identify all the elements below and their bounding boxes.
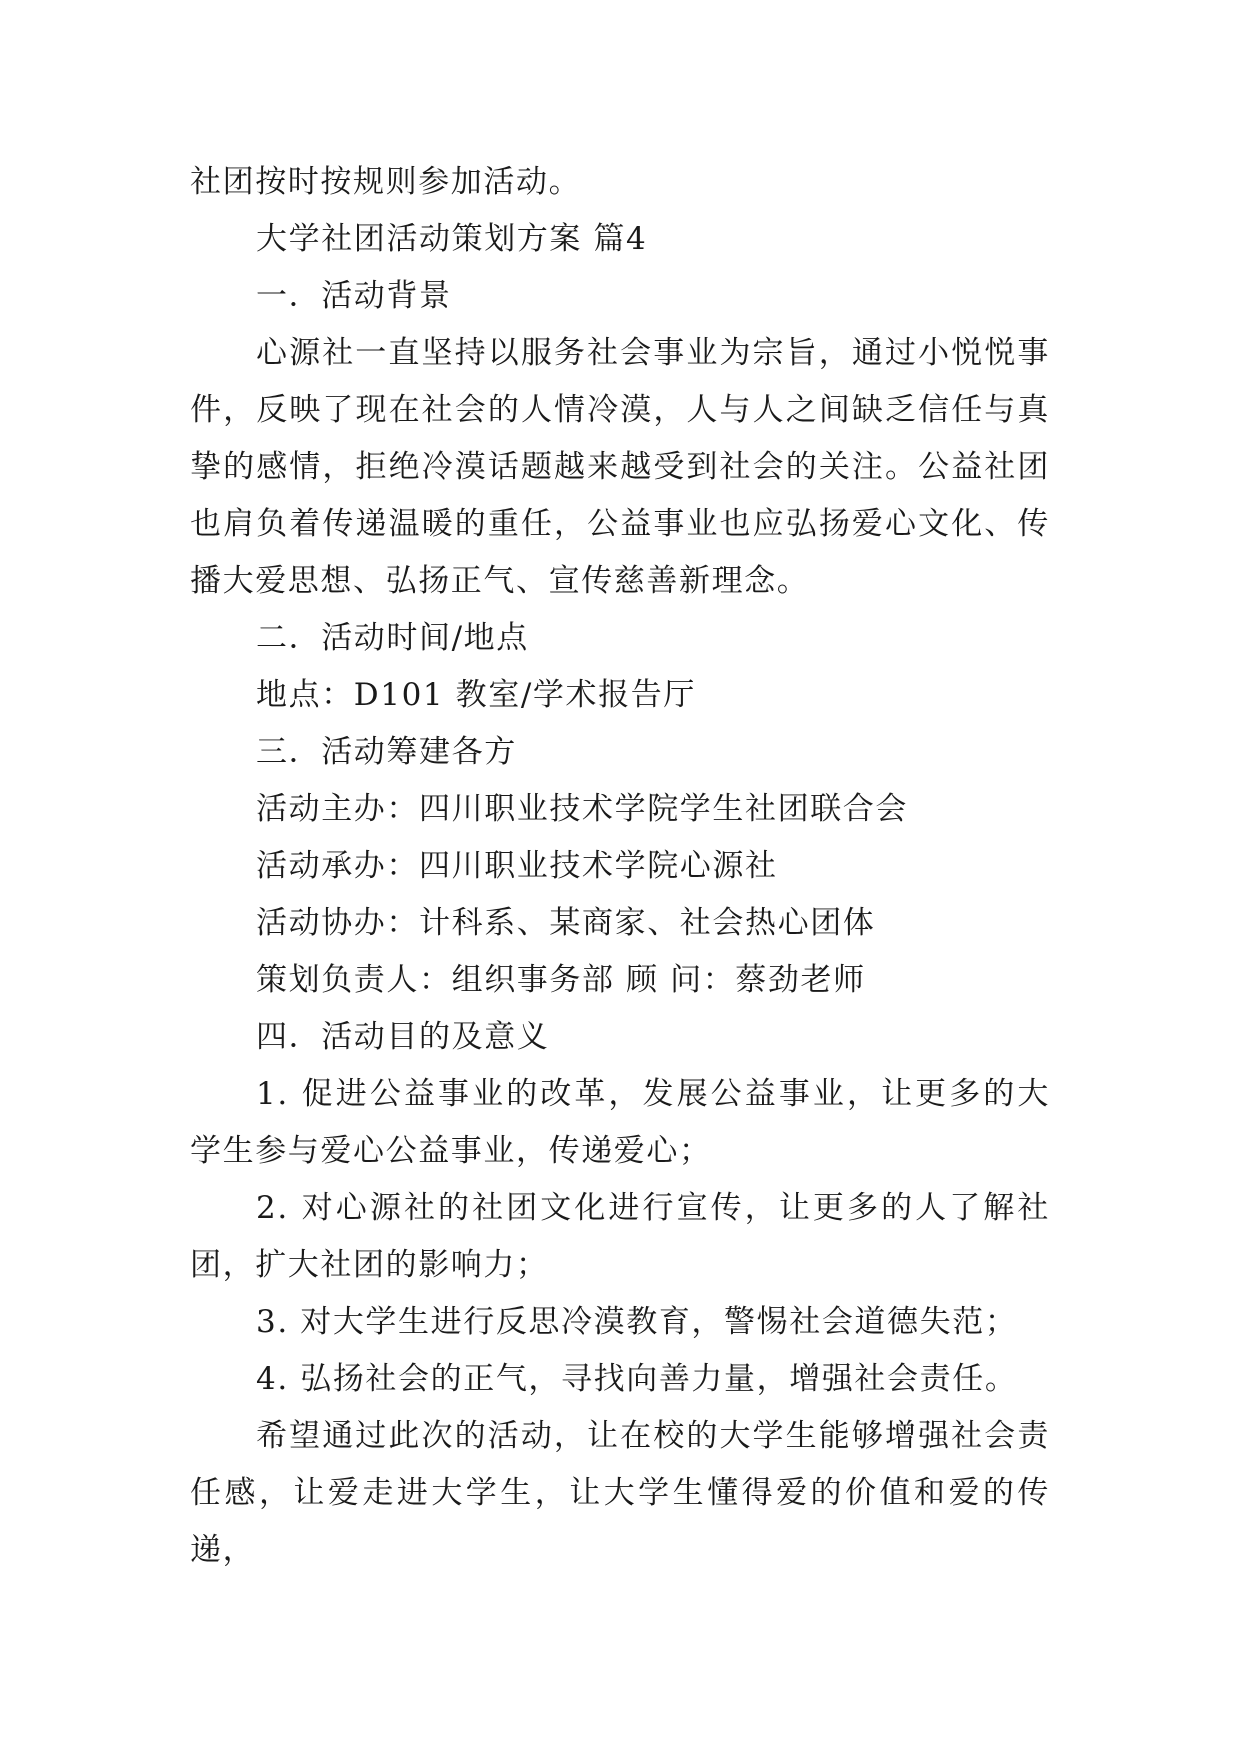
paragraph-co-organizer: 活动协办：计科系、某商家、社会热心团体 xyxy=(256,905,876,941)
heading-purpose: 四．活动目的及意义 xyxy=(256,1019,550,1055)
paragraph-continuation: 社团按时按规则参加活动。 xyxy=(190,164,582,200)
list-item-purpose-3: 3. 对大学生进行反思冷漠教育，警惕社会道德失范； xyxy=(256,1304,1018,1340)
list-item-purpose-2: 2. 对心源社的社团文化进行宣传，让更多的人了解社团，扩大社团的影响力； xyxy=(190,1190,1050,1283)
paragraph-planner: 策划负责人：组织事务部 顾 问：蔡劲老师 xyxy=(256,962,866,998)
paragraph-undertaker: 活动承办：四川职业技术学院心源社 xyxy=(256,848,778,884)
list-item-purpose-4: 4. 弘扬社会的正气，寻找向善力量，增强社会责任。 xyxy=(256,1361,1018,1397)
heading-organizers: 三．活动筹建各方 xyxy=(256,734,517,770)
list-item-purpose-1: 1. 促进公益事业的改革，发展公益事业，让更多的大学生参与爱心公益事业，传递爱心； xyxy=(190,1076,1050,1169)
paragraph-hope: 希望通过此次的活动，让在校的大学生能够增强社会责任感，让爱走进大学生，让大学生懂得爱的价值和爱的传递， xyxy=(190,1418,1050,1568)
paragraph-location: 地点：D101 教室/学术报告厅 xyxy=(256,677,696,713)
paragraph-background: 心源社一直坚持以服务社会事业为宗旨，通过小悦悦事件，反映了现在社会的人情冷漠，人与人之间缺乏信任与真挚的感情，拒绝冷漠话题越来越受到社会的关注。公益社团也肩负着传递温暖的重任，公益事业也应弘扬爱心文化、传播大爱思想、弘扬正气、宣传慈善新理念。 xyxy=(190,335,1050,599)
document-body xyxy=(190,154,1050,1579)
paragraph-host: 活动主办：四川职业技术学院学生社团联合会 xyxy=(256,791,908,827)
section-title: 大学社团活动策划方案 篇4 xyxy=(256,221,648,257)
heading-time-location: 二．活动时间/地点 xyxy=(256,620,529,656)
heading-background: 一．活动背景 xyxy=(256,278,452,314)
